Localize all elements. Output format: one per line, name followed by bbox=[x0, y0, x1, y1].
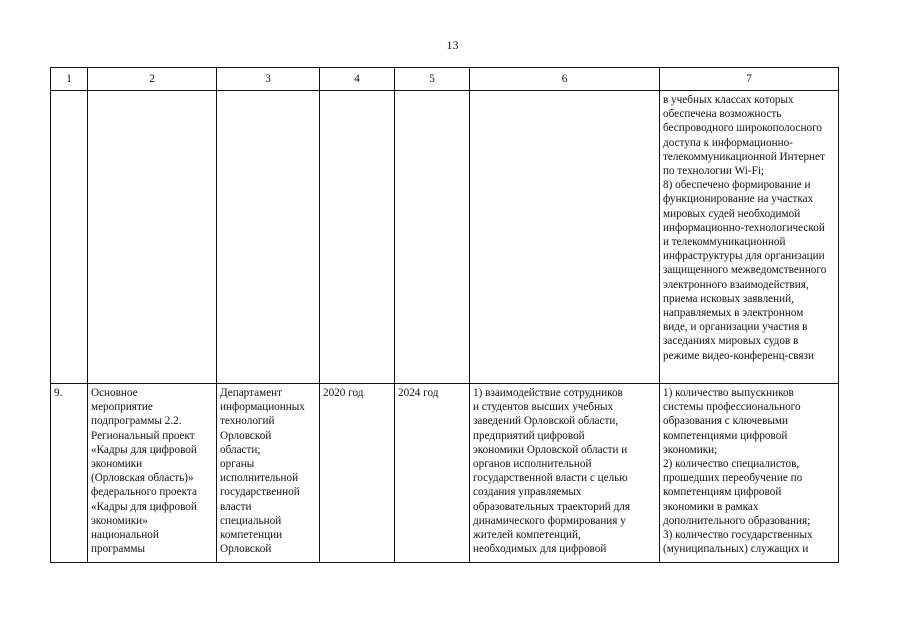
header-col-6: 6 bbox=[470, 68, 660, 91]
cell-start-year: 2020 год bbox=[320, 384, 395, 563]
cell-start-year bbox=[320, 91, 395, 384]
table-row bbox=[51, 91, 839, 384]
cell-description: 1) взаимодействие сотрудников и студентов высших учебных заведений Орловской области, предприятий цифровой экономики Орловской области и органов исполнительной государственной власти с целью создания управляемых образовательных траекторий для динамического формирования у жителей компетенций, необходимых для цифровой bbox=[470, 384, 660, 563]
cell-executor: Департамент информационных технологий Орловской области; органы исполнительной государственной власти специальной компетенции Орловской bbox=[217, 384, 320, 563]
cell-activity bbox=[88, 91, 217, 384]
program-table bbox=[50, 67, 839, 563]
header-col-1: 1 bbox=[51, 68, 88, 91]
cell-number: 9. bbox=[51, 384, 88, 563]
cell-number bbox=[51, 91, 88, 384]
cell-results: 1) количество выпускников системы профессионального образования с ключевыми компетенциями цифровой экономики; 2) количество специалистов, прошедших переобучение по компетенциям цифровой экономики в рамках дополнительного образования; 3) количество государственных (муниципальных) служащих и bbox=[660, 384, 839, 563]
header-col-7: 7 bbox=[660, 68, 839, 91]
table-row bbox=[51, 384, 839, 563]
cell-end-year: 2024 год bbox=[395, 384, 470, 563]
cell-description bbox=[470, 91, 660, 384]
cell-activity: Основное мероприятие подпрограммы 2.2. Региональный проект «Кадры для цифровой экономики (Орловская область)» федерального проекта «Кадры для цифровой экономики» национальной программы bbox=[88, 384, 217, 563]
cell-executor bbox=[217, 91, 320, 384]
cell-results: в учебных классах которых обеспечена возможность беспроводного широкополосного доступа к информационно- телекоммуникационной Интернет по технологии Wi-Fi; 8) обеспечено формирование и функционирование на участках мировых судей необходимой информационно-технологической и телекоммуникационной инфраструктуры для организации защищенного межведомственного электронного взаимодействия, приема исковых заявлений, направляемых в электронном виде, и организации участия в заседаниях мировых судов в режиме видео-конференц-связи bbox=[660, 91, 839, 384]
header-row bbox=[51, 68, 839, 91]
page-number: 13 bbox=[446, 38, 459, 52]
header-col-2: 2 bbox=[88, 68, 217, 91]
cell-end-year bbox=[395, 91, 470, 384]
header-col-4: 4 bbox=[320, 68, 395, 91]
header-col-3: 3 bbox=[217, 68, 320, 91]
header-col-5: 5 bbox=[395, 68, 470, 91]
